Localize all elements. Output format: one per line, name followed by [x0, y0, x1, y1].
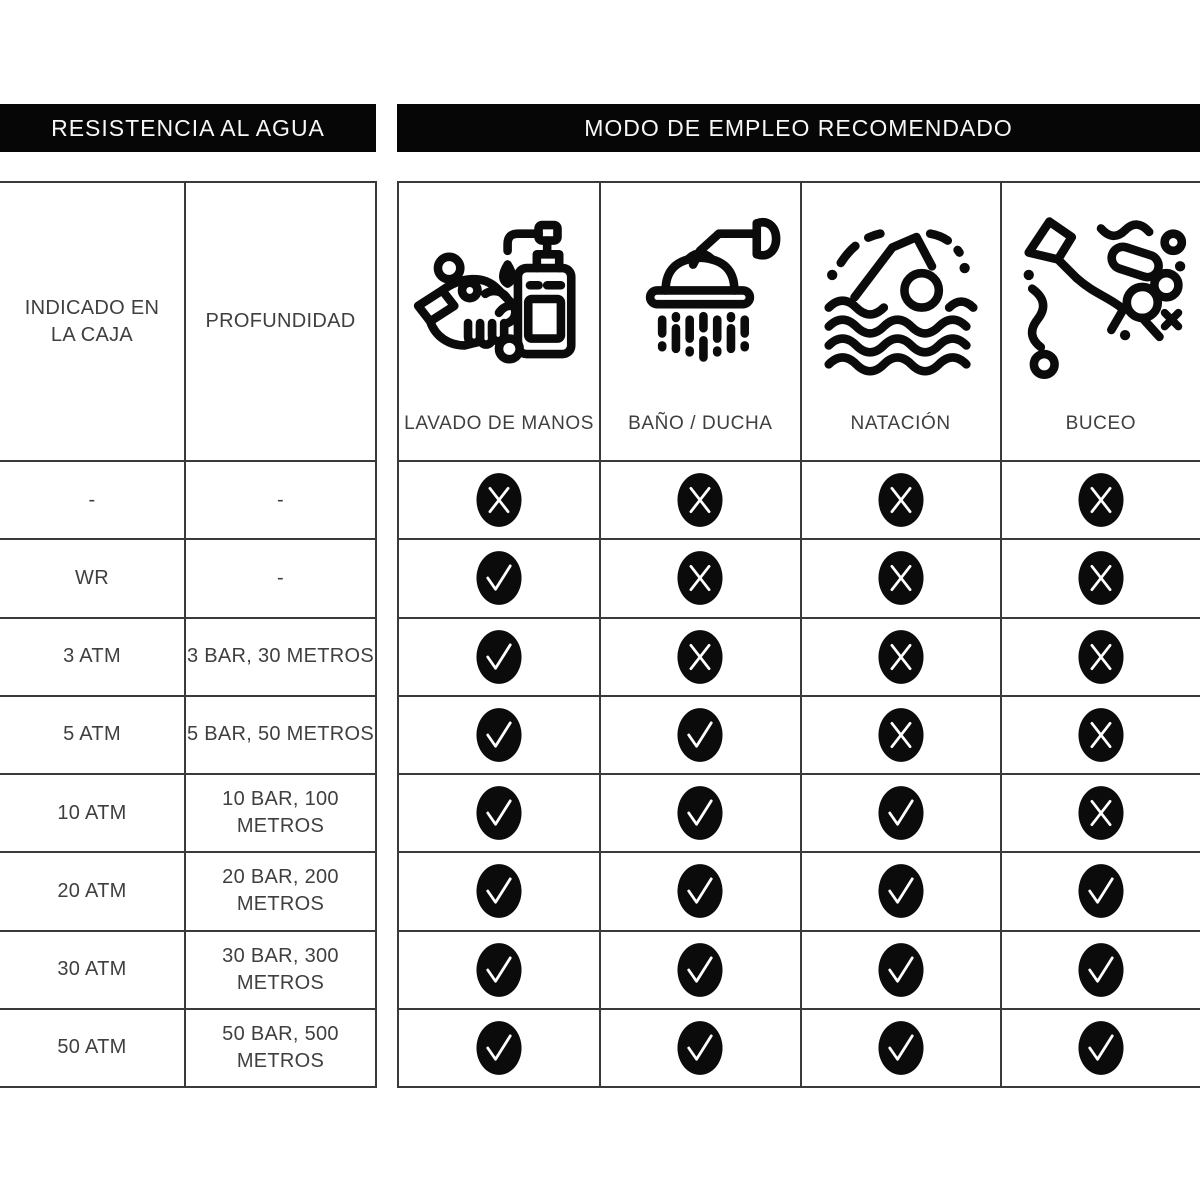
caja-value: 20 ATM — [57, 879, 127, 902]
usage-mark-cell — [599, 538, 799, 616]
check-icon — [875, 782, 927, 844]
check-icon — [473, 626, 525, 688]
caja-cell — [0, 695, 184, 773]
check-icon — [875, 939, 927, 1001]
caja-cell — [0, 538, 184, 616]
usage-mark-cell — [1000, 695, 1200, 773]
usage-mark-cell — [399, 538, 599, 616]
profundidad-cell — [184, 1008, 375, 1086]
usage-mark-cell — [1000, 1008, 1200, 1086]
caja-value: WR — [75, 566, 109, 589]
usage-mark-cell — [599, 1008, 799, 1086]
cross-icon — [674, 469, 726, 531]
usage-mark-cell — [1000, 851, 1200, 929]
cross-icon — [1075, 469, 1127, 531]
cross-icon — [875, 547, 927, 609]
right-header-bar — [397, 104, 1200, 152]
profundidad-cell — [184, 538, 375, 616]
profundidad-cell — [184, 460, 375, 538]
usage-mark-cell — [399, 617, 599, 695]
swimming-icon — [815, 213, 987, 385]
profundidad-cell — [184, 930, 375, 1008]
caja-cell — [0, 460, 184, 538]
check-icon — [473, 704, 525, 766]
check-icon — [875, 860, 927, 922]
column-header-label: LAVADO DE MANOS — [404, 413, 595, 434]
check-icon — [1075, 939, 1127, 1001]
caja-cell — [0, 1008, 184, 1086]
usage-mark-cell — [800, 617, 1000, 695]
cross-icon — [674, 547, 726, 609]
cross-icon — [1075, 626, 1127, 688]
caja-cell — [0, 930, 184, 1008]
caja-cell — [0, 617, 184, 695]
usage-mark-cell — [399, 930, 599, 1008]
left-header-bar — [0, 104, 376, 152]
profundidad-value: 50 BAR, 500 METROS — [222, 1022, 339, 1072]
check-icon — [473, 939, 525, 1001]
column-header-profundidad — [184, 183, 375, 460]
usage-mark-cell — [1000, 538, 1200, 616]
right-header-title: MODO DE EMPLEO RECOMENDADO — [584, 114, 1013, 141]
profundidad-cell — [184, 773, 375, 851]
check-icon — [674, 939, 726, 1001]
usage-mark-cell — [599, 617, 799, 695]
column-header-lavado-de-manos — [399, 183, 599, 460]
profundidad-cell — [184, 851, 375, 929]
usage-mark-cell — [1000, 773, 1200, 851]
check-icon — [473, 782, 525, 844]
usage-mark-cell — [399, 695, 599, 773]
cross-icon — [1075, 782, 1127, 844]
caja-cell — [0, 851, 184, 929]
usage-mark-cell — [800, 1008, 1000, 1086]
profundidad-value: 5 BAR, 50 METROS — [186, 723, 375, 746]
cross-icon — [674, 626, 726, 688]
caja-value: 3 ATM — [63, 645, 121, 668]
usage-mark-cell — [800, 930, 1000, 1008]
column-header-buceo — [1000, 183, 1200, 460]
left-header-title: RESISTENCIA AL AGUA — [51, 114, 325, 141]
cross-icon — [875, 704, 927, 766]
recommended-usage-table — [397, 181, 1200, 1088]
column-header-label: PROFUNDIDAD — [205, 310, 356, 332]
check-icon — [1075, 1017, 1127, 1079]
shower-icon — [614, 213, 786, 385]
check-icon — [674, 782, 726, 844]
profundidad-cell — [184, 695, 375, 773]
usage-mark-cell — [800, 695, 1000, 773]
cross-icon — [875, 626, 927, 688]
usage-mark-cell — [599, 695, 799, 773]
check-icon — [1075, 860, 1127, 922]
check-icon — [473, 547, 525, 609]
handwash-icon — [413, 213, 585, 385]
column-header-label: INDICADO EN LA CAJA — [24, 296, 160, 346]
water-resistance-table — [0, 181, 377, 1088]
check-icon — [674, 1017, 726, 1079]
check-icon — [674, 860, 726, 922]
usage-mark-cell — [399, 1008, 599, 1086]
column-header-label: NATACIÓN — [850, 413, 951, 434]
usage-mark-cell — [599, 851, 799, 929]
usage-mark-cell — [800, 460, 1000, 538]
column-header-natacion — [800, 183, 1000, 460]
usage-mark-cell — [399, 773, 599, 851]
cross-icon — [875, 469, 927, 531]
usage-mark-cell — [800, 773, 1000, 851]
cross-icon — [473, 469, 525, 531]
usage-mark-cell — [1000, 617, 1200, 695]
column-header-indicado-en-la-caja — [0, 183, 184, 460]
usage-mark-cell — [399, 851, 599, 929]
profundidad-value: 20 BAR, 200 METROS — [222, 866, 339, 916]
check-icon — [473, 1017, 525, 1079]
caja-value: 10 ATM — [57, 801, 127, 824]
caja-cell — [0, 773, 184, 851]
caja-value: 50 ATM — [57, 1036, 127, 1059]
column-header-label: BUCEO — [1065, 413, 1137, 434]
usage-mark-cell — [800, 851, 1000, 929]
usage-mark-cell — [599, 773, 799, 851]
diving-icon — [1015, 213, 1187, 385]
usage-mark-cell — [599, 460, 799, 538]
profundidad-value: 3 BAR, 30 METROS — [186, 645, 375, 668]
caja-value: - — [88, 488, 96, 511]
profundidad-value: - — [277, 488, 284, 511]
column-header-label: BAÑO / DUCHA — [628, 413, 773, 434]
check-icon — [674, 704, 726, 766]
caja-value: 5 ATM — [63, 723, 121, 746]
check-icon — [875, 1017, 927, 1079]
usage-mark-cell — [1000, 930, 1200, 1008]
profundidad-value: 10 BAR, 100 METROS — [222, 788, 339, 838]
column-header-bano-ducha — [599, 183, 799, 460]
caja-value: 30 ATM — [57, 958, 127, 981]
cross-icon — [1075, 704, 1127, 766]
usage-mark-cell — [800, 538, 1000, 616]
profundidad-value: - — [277, 566, 284, 589]
cross-icon — [1075, 547, 1127, 609]
usage-mark-cell — [1000, 460, 1200, 538]
usage-mark-cell — [399, 460, 599, 538]
check-icon — [473, 860, 525, 922]
profundidad-value: 30 BAR, 300 METROS — [222, 944, 339, 994]
usage-mark-cell — [599, 930, 799, 1008]
profundidad-cell — [184, 617, 375, 695]
